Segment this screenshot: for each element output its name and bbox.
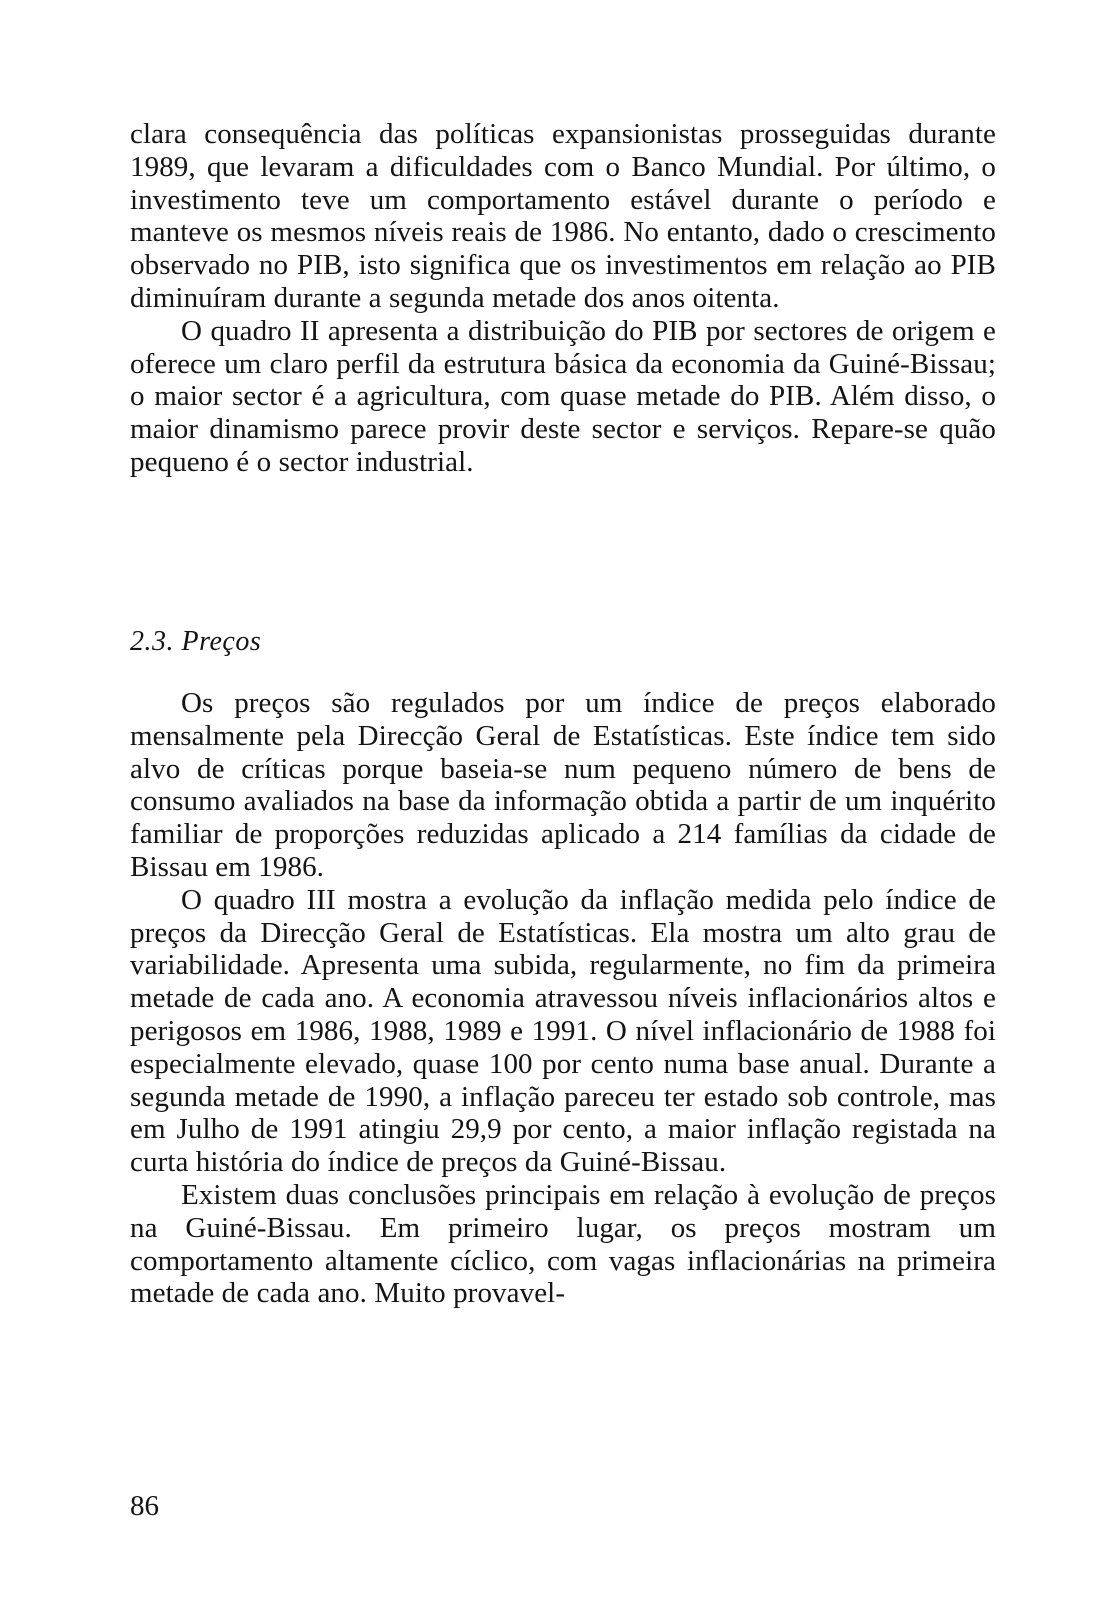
text-block-precos bbox=[130, 687, 996, 1310]
page-number: 86 bbox=[130, 1490, 159, 1522]
paragraph-quadro-iii: O quadro III mostra a evolução da inflação medida pelo índice de preços da Direcção Geral de Estatísticas. Ela mostra um alto grau de variabilidade. Apresenta uma subida, regularmente, no fim da primeira metade de cada ano. A economia atravessou níveis inflacionários altos e perigosos em 1986, 1988, 1989 e 1991. O nível inflacionário de 1988 foi especialmente elevado, quase 100 por cento numa base anual. Durante a segunda metade de 1990, a inflação pareceu ter estado sob controle, mas em Julho de 1991 atingiu 29,9 por cento, a maior inflação registada na curta história do índice de preços da Guiné-Bissau. bbox=[130, 883, 996, 1179]
paragraph-conclusions: Existem duas conclusões principais em relação à evolução de preços na Guiné-Bissau. Em primeiro lugar, os preços mostram um comportamento altamente cíclico, com vagas inflacionárias na primeira metade de cada ano. Muito provavel- bbox=[130, 1178, 996, 1310]
section-heading-precos: 2.3. Preços bbox=[130, 626, 262, 657]
paragraph-price-index: Os preços são regulados por um índice de preços elaborado mensalmente pela Direcção Geral de Estatísticas. Este índice tem sido alvo de críticas porque baseia-se num pequeno número de bens de consumo avaliados na base da informação obtida a partir de um inquérito familiar de proporções reduzidas aplicado a 214 famílias da cidade de Bissau em 1986. bbox=[130, 687, 996, 883]
paragraph-investment: clara consequência das políticas expansionistas prosseguidas durante 1989, que levaram a dificuldades com o Banco Mundial. Por último, o investimento teve um comportamento estável durante o período e manteve os mesmos níveis reais de 1986. No entanto, dado o crescimento observado no PIB, isto significa que os investimentos em relação ao PIB diminuíram durante a segunda metade dos anos oitenta. bbox=[130, 118, 996, 314]
text-block-top bbox=[130, 118, 996, 479]
paragraph-quadro-ii: O quadro II apresenta a distribuição do PIB por sectores de origem e oferece um claro perfil da estrutura básica da economia da Guiné-Bissau; o maior sector é a agricultura, com quase metade do PIB. Além disso, o maior dinamismo parece provir deste sector e serviços. Repare-se quão pequeno é o sector industrial. bbox=[130, 314, 996, 478]
